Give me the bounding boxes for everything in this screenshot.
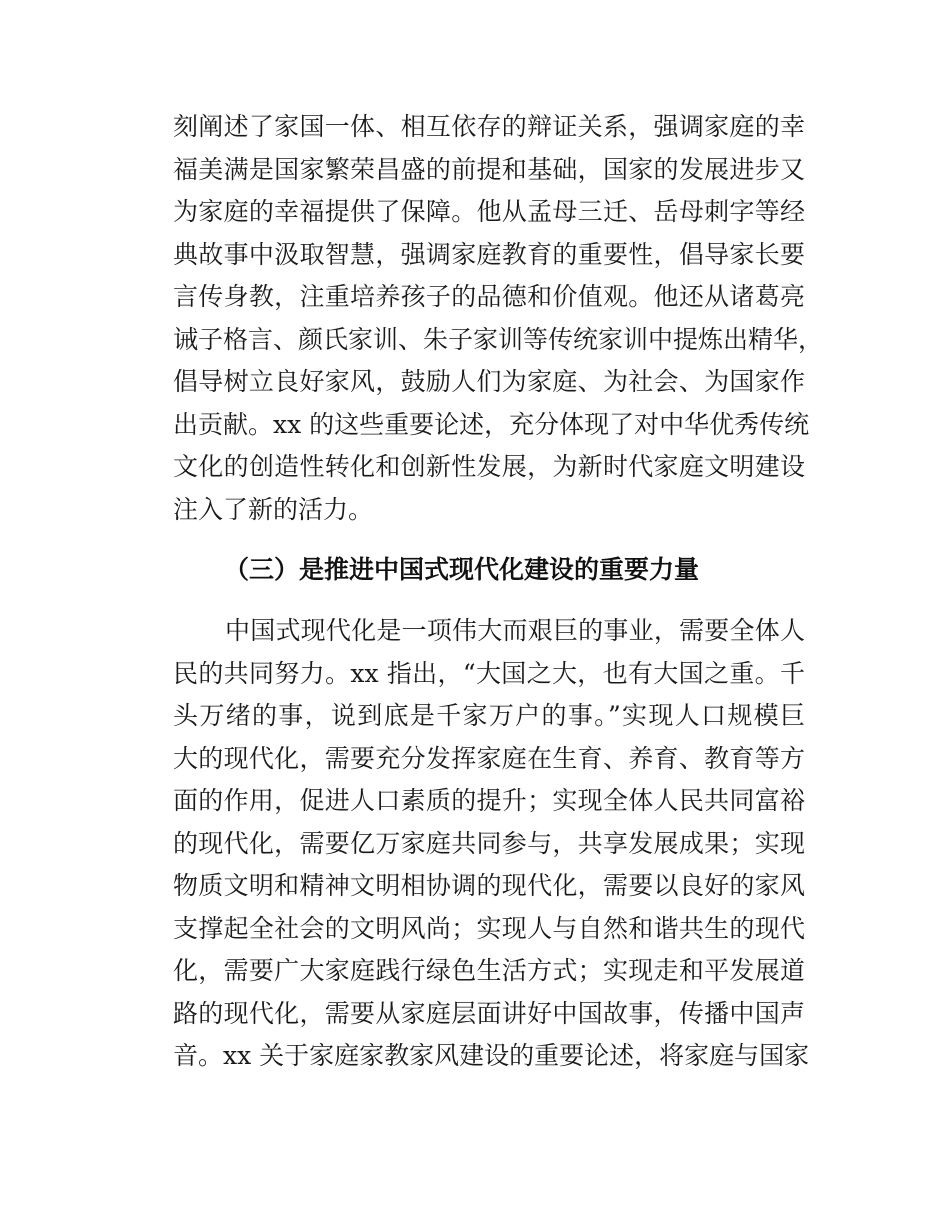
text-line: 注入了新的活力。 <box>173 494 374 524</box>
text-line: 化，需要广大家庭践行绿色生活方式；实现走和平发展道 <box>173 956 805 985</box>
text-line: 的现代化，需要亿万家庭共同参与，共享发展成果；实现 <box>173 828 805 858</box>
text-line: 诫子格言、颜氏家训、朱子家训等传统家训中提炼出精华， <box>173 324 824 354</box>
text-line: 福美满是国家繁荣昌盛的前提和基础，国家的发展进步又 <box>173 154 805 184</box>
text-line: 中国式现代化是一项伟大而艰巨的事业，需要全体人 <box>225 616 805 645</box>
text-line: 支撑起全社会的文明风尚；实现人与自然和谐共生的现代 <box>173 913 805 943</box>
text-line: 音。xx 关于家庭家教家风建设的重要论述，将家庭与国家 <box>173 1041 810 1070</box>
text-line: 面的作用，促进人口素质的提升；实现全体人民共同富裕 <box>173 786 805 815</box>
text-line: 大的现代化，需要充分发挥家庭在生育、养育、教育等方 <box>173 743 805 773</box>
text-line: 倡导树立良好家风，鼓励人们为家庭、为社会、为国家作 <box>173 367 805 396</box>
text-line: 头万绪的事，说到底是千家万户的事。”实现人口规模巨 <box>173 701 805 730</box>
text-line: 文化的创造性转化和创新性发展，为新时代家庭文明建设 <box>173 452 805 481</box>
text-line: 出贡献。xx 的这些重要论述，充分体现了对中华优秀传统 <box>173 409 810 439</box>
text-line: 为家庭的幸福提供了保障。他从孟母三迁、岳母刺字等经 <box>173 197 805 226</box>
text-line: 物质文明和精神文明相协调的现代化，需要以良好的家风 <box>173 871 805 900</box>
text-line: 路的现代化，需要从家庭层面讲好中国故事，传播中国声 <box>173 998 805 1028</box>
body-paragraph-2 <box>173 610 810 1078</box>
section-heading: （三）是推进中国式现代化建设的重要力量 <box>224 555 700 584</box>
body-paragraph-1 <box>173 106 824 531</box>
text-line: 民的共同努力。xx 指出，“大国之大，也有大国之重。千 <box>173 658 805 688</box>
text-line: 典故事中汲取智慧，强调家庭教育的重要性，倡导家长要 <box>173 239 805 269</box>
text-line: 言传身教，注重培养孩子的品德和价值观。他还从诸葛亮 <box>173 282 805 311</box>
text-line: 刻阐述了家国一体、相互依存的辩证关系，强调家庭的幸 <box>173 112 805 141</box>
